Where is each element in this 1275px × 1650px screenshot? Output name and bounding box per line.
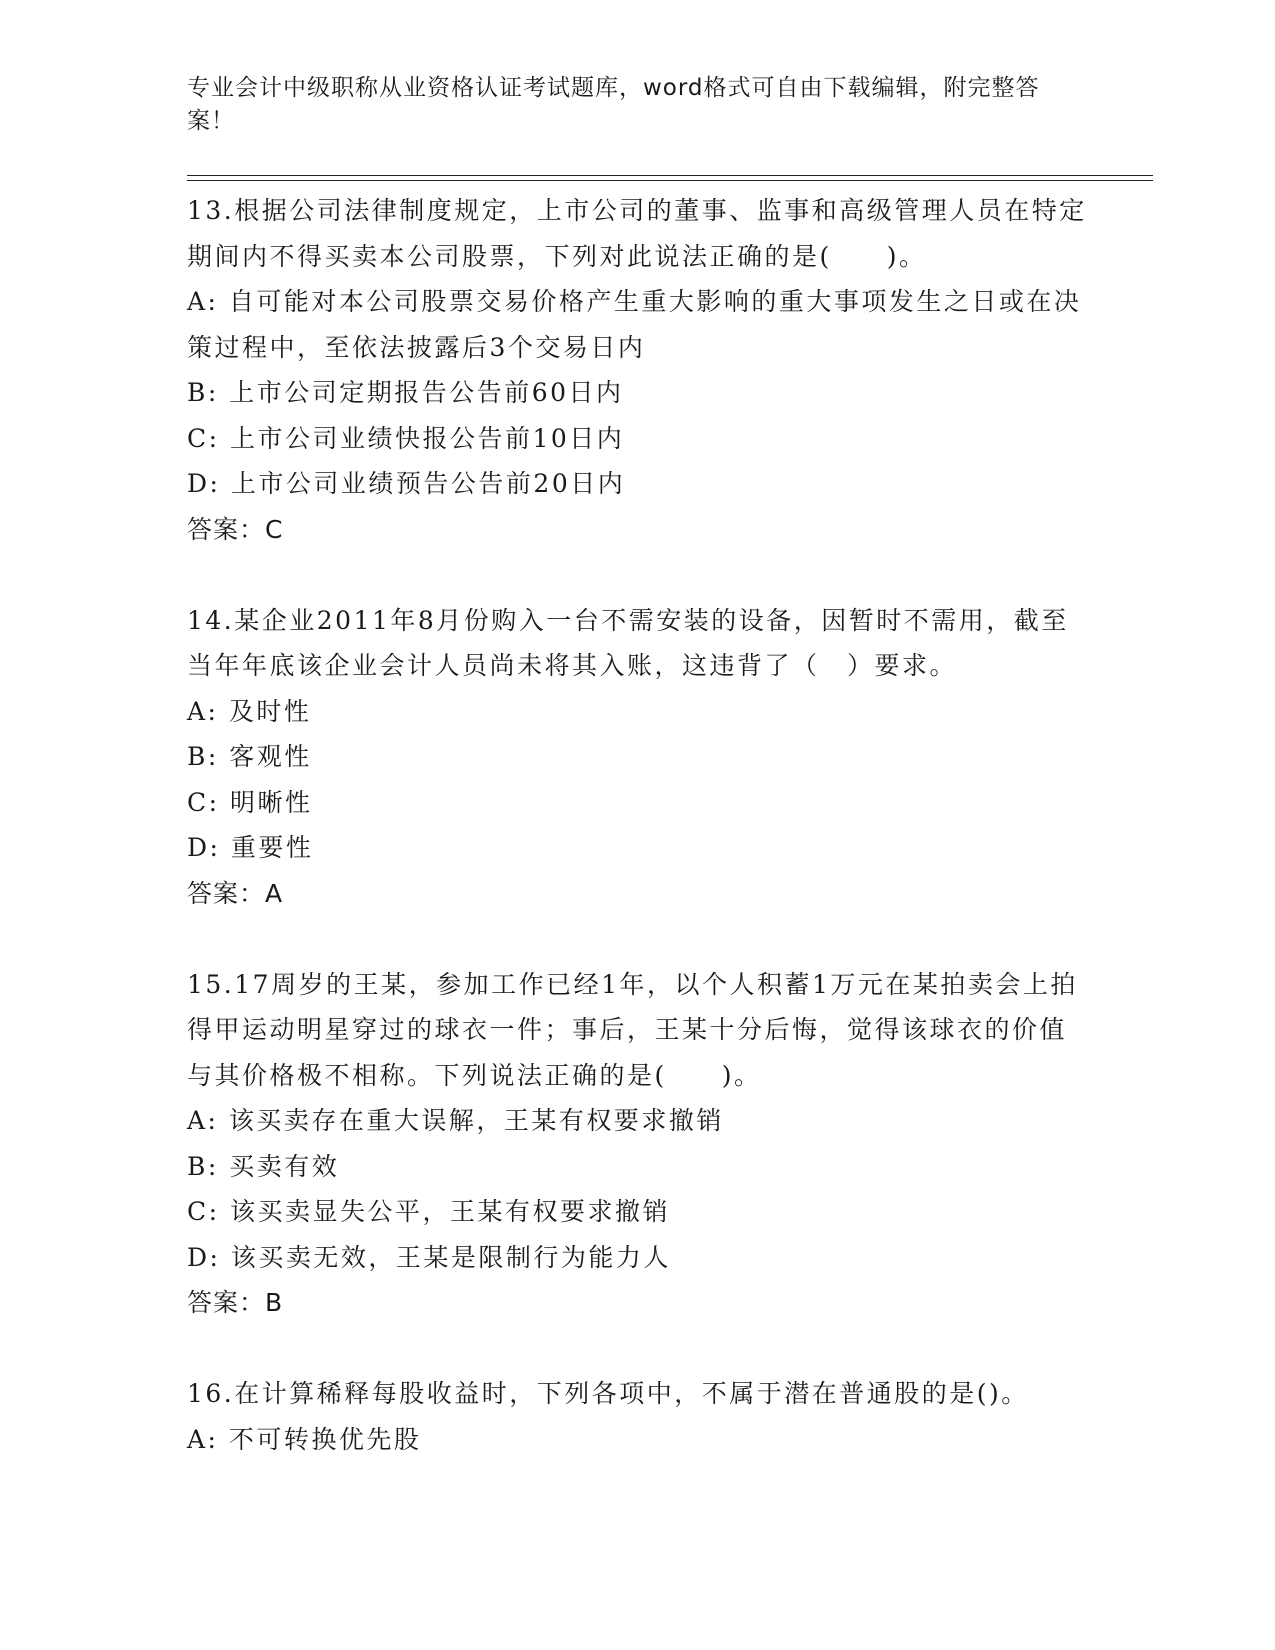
header-rule-top bbox=[187, 175, 1153, 176]
question-text: 15.17周岁的王某，参加工作已经1年，以个人积蓄1万元在某拍卖会上拍得甲运动明星穿过的球衣一件；事后，王某十分后悔，觉得该球衣的价值与其价格极不相称。下列说法正确的是( )。 bbox=[187, 969, 1078, 1090]
option-c: C: 明晰性 bbox=[187, 787, 313, 817]
option-a: A: 该买卖存在重大误解，王某有权要求撤销 bbox=[187, 1106, 724, 1135]
question-text: 16.在计算稀释每股收益时，下列各项中，不属于潜在普通股的是()。 bbox=[187, 1379, 1029, 1408]
question-15 bbox=[187, 962, 1087, 1326]
question-text: 13.根据公司法律制度规定，上市公司的董事、监事和高级管理人员在特定期间内不得买卖本公司股票，下列对此说法正确的是( )。 bbox=[187, 196, 1087, 271]
option-a: A: 自可能对本公司股票交易价格产生重大影响的重大事项发生之日或在决策过程中，至依法披露后3个交易日内 bbox=[187, 287, 1082, 362]
option-d: D: 上市公司业绩预告公告前20日内 bbox=[187, 469, 626, 498]
option-b: B: 上市公司定期报告公告前60日内 bbox=[187, 378, 624, 407]
option-a: A: 及时性 bbox=[187, 696, 312, 726]
option-c: C: 上市公司业绩快报公告前10日内 bbox=[187, 423, 625, 453]
question-14 bbox=[187, 598, 1087, 917]
option-b: B: 买卖有效 bbox=[187, 1151, 340, 1181]
question-text: 14.某企业2011年8月份购入一台不需安装的设备，因暂时不需用，截至当年年底该企业会计人员尚未将其入账，这违背了（ ）要求。 bbox=[187, 605, 1069, 680]
header-rule-bottom bbox=[187, 180, 1153, 181]
option-d: D: 重要性 bbox=[187, 833, 314, 862]
option-b: B: 客观性 bbox=[187, 742, 312, 771]
question-list bbox=[187, 188, 1087, 1508]
document-header: 专业会计中级职称从业资格认证考试题库，word格式可自由下载编辑，附完整答案！ bbox=[187, 75, 1040, 134]
answer: 答案：C bbox=[187, 514, 284, 544]
question-16 bbox=[187, 1371, 1087, 1462]
answer: 答案：A bbox=[187, 878, 284, 908]
option-a: A: 不可转换优先股 bbox=[187, 1424, 422, 1454]
question-13 bbox=[187, 188, 1087, 552]
option-d: D: 该买卖无效，王某是限制行为能力人 bbox=[187, 1242, 671, 1272]
option-c: C: 该买卖显失公平，王某有权要求撤销 bbox=[187, 1197, 670, 1226]
answer: 答案：B bbox=[187, 1288, 284, 1317]
